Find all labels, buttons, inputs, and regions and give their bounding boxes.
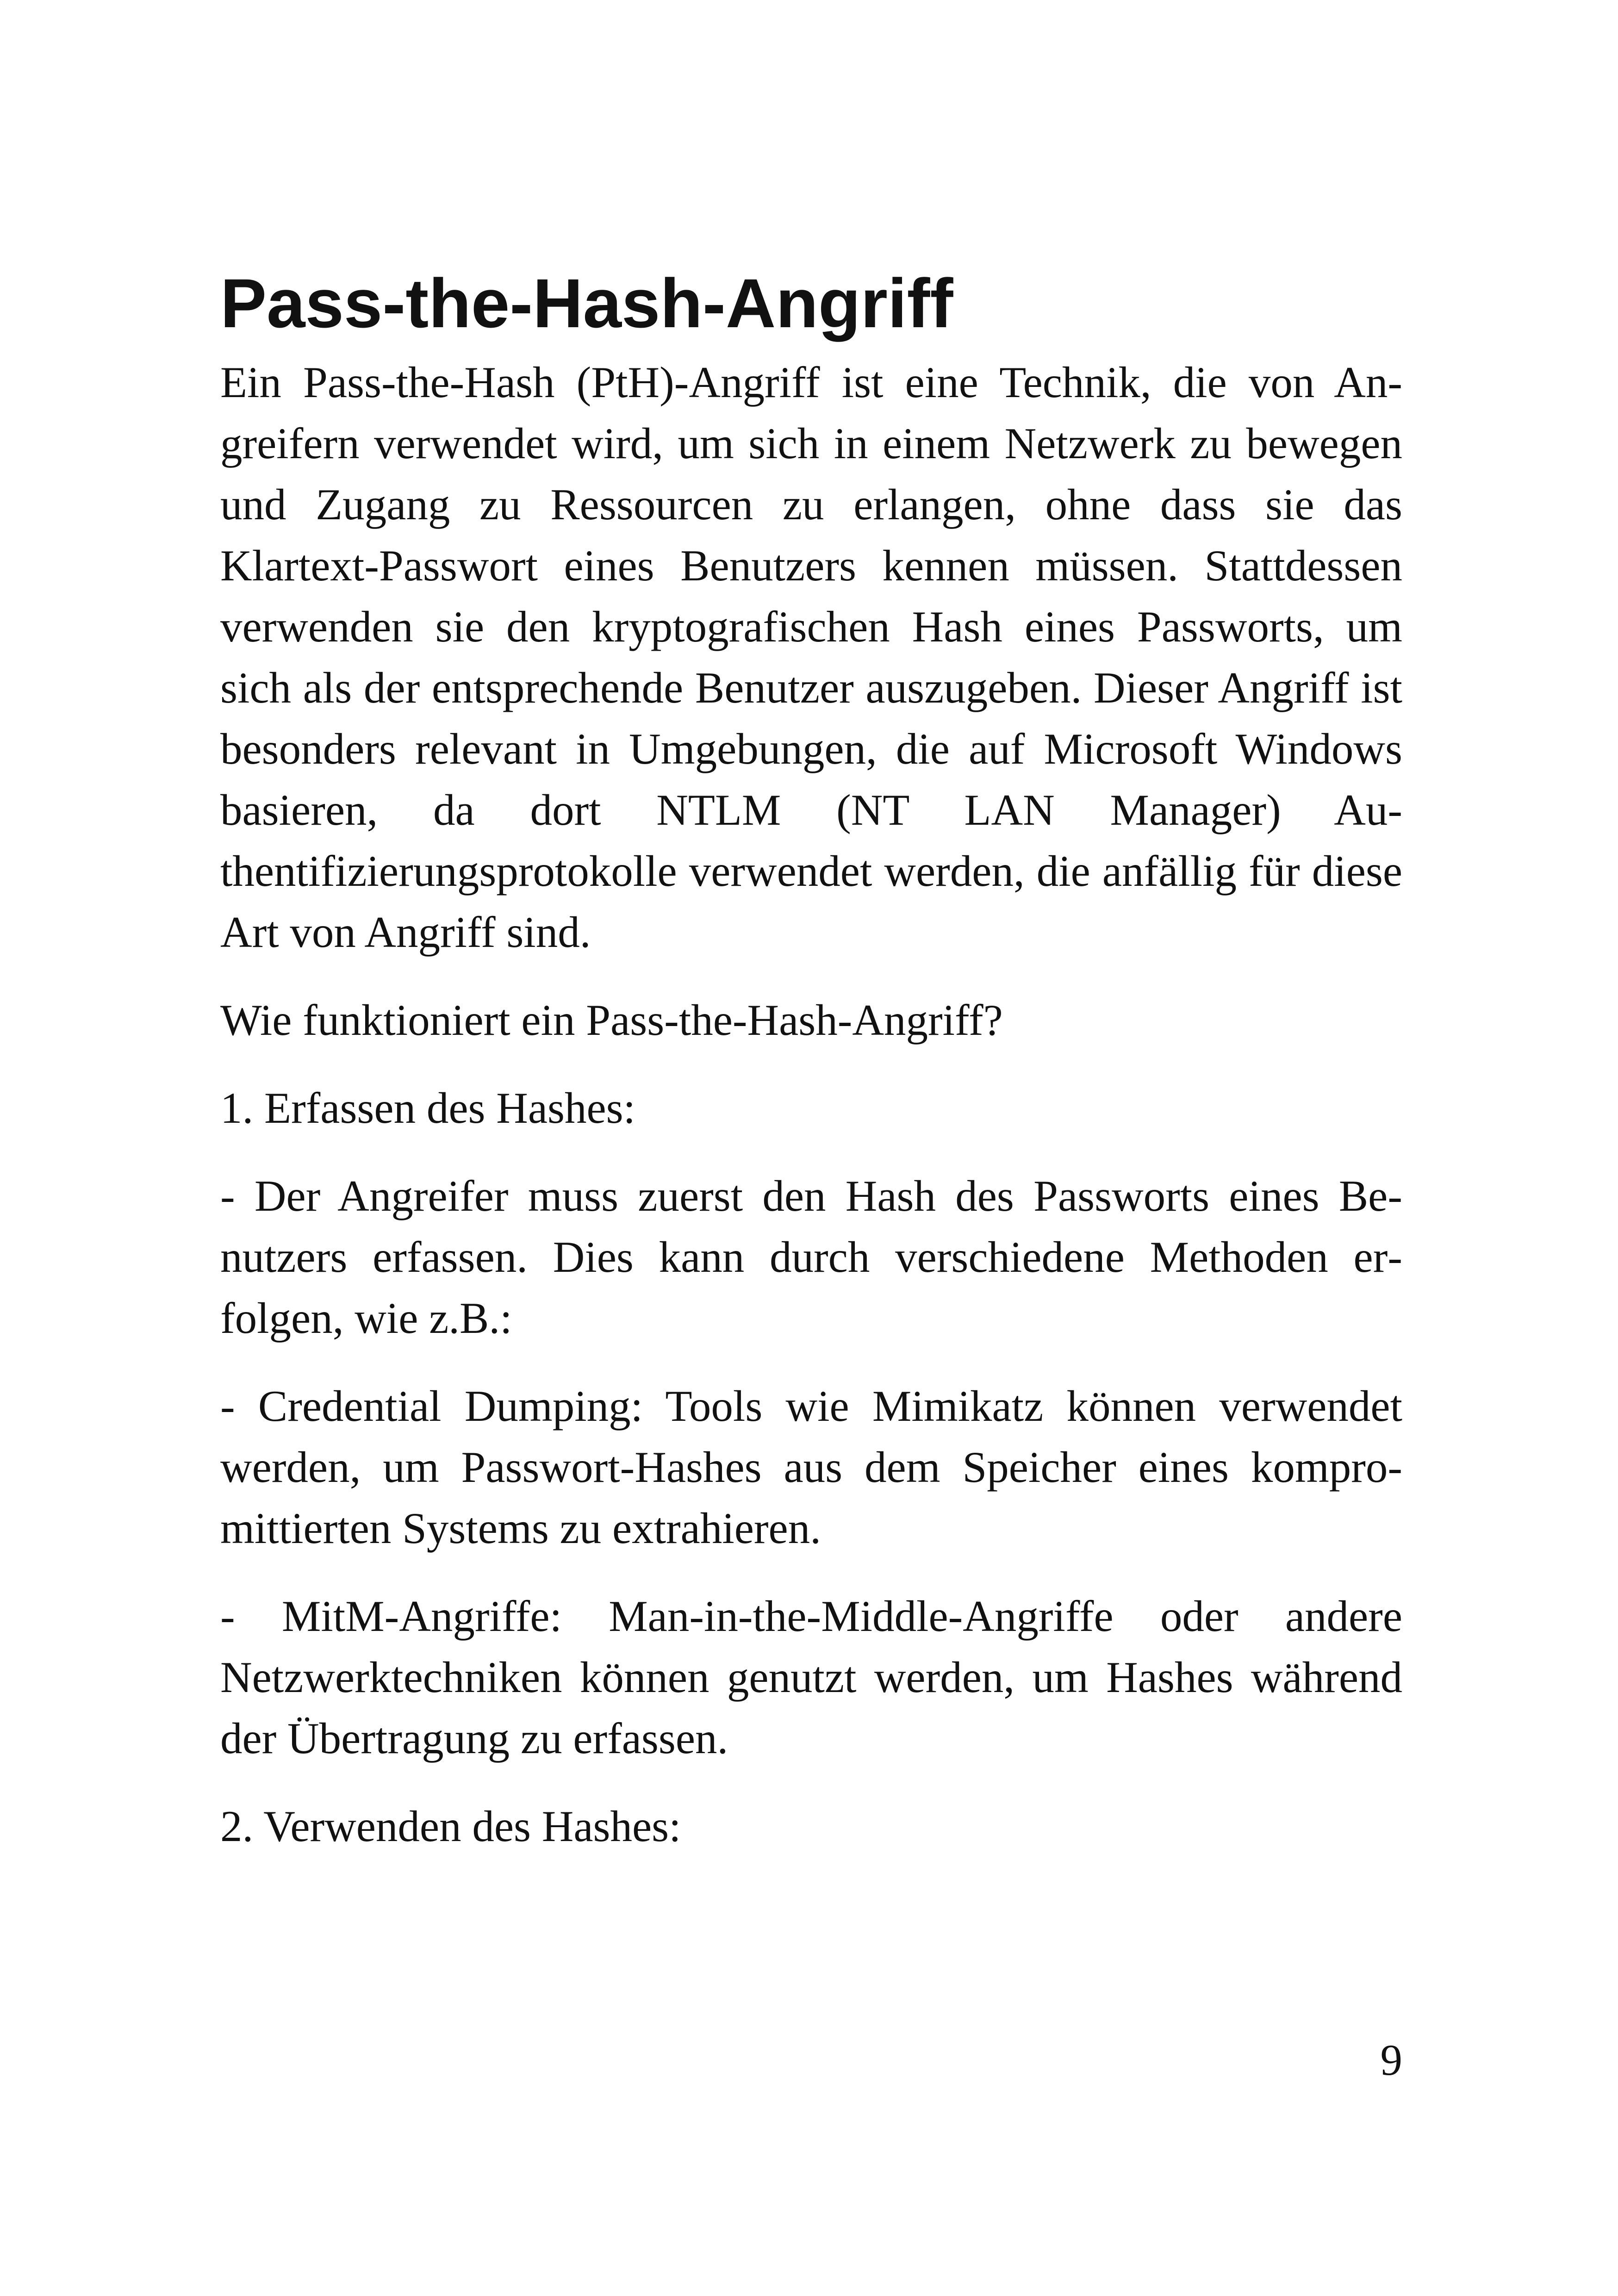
page-title: Pass-the-Hash-Angriff [220, 264, 953, 342]
paragraph-question: Wie funktioniert ein Pass-the-Hash-Angriff? [220, 996, 1003, 1045]
page-content [220, 259, 1402, 1884]
paragraph-credential-dumping: - Credential Dumping: Tools wie Mimikatz können verwendet werden, um Passwort-Hashes aus dem Speicher eines kompromittierten Systems zu extrahieren. [220, 1381, 1402, 1553]
paragraph-step-1-description: - Der Angreifer muss zuerst den Hash des Passworts eines Benutzers erfassen. Dies kann durch verschiedene Methoden erfolgen, wie z.B.: [220, 1171, 1402, 1343]
paragraph-step-2-heading: 2. Verwenden des Hashes: [220, 1802, 681, 1851]
paragraph-intro: Ein Pass-the-Hash (PtH)-Angriff ist eine Technik, die von Angreifern verwendet wird, um sich in einem Netzwerk zu bewegen und Zugang zu Ressourcen zu erlangen, ohne dass sie das Klartext-Passwort eines Benutzers kennen müssen. Stattdessen verwenden sie den kryptografischen Hash eines Passworts, um sich als der entsprechende Benutzer auszugeben. Dieser Angriff ist besonders relevant in Umgebungen, die auf Microsoft Windows basieren, da dort NTLM (NT LAN Manager) Authentifizierungsprotokolle verwendet werden, die anfällig für diese Art von Angriff sind. [220, 358, 1402, 957]
paragraph-step-1-heading: 1. Erfassen des Hashes: [220, 1083, 635, 1132]
page-number: 9 [1380, 2035, 1402, 2084]
paragraph-mitm-attacks: - MitM-Angriffe: Man-in-the-Middle-Angriffe oder andere Netzwerktechniken können genutzt werden, um Hashes während der Übertragung zu erfassen. [220, 1592, 1402, 1763]
